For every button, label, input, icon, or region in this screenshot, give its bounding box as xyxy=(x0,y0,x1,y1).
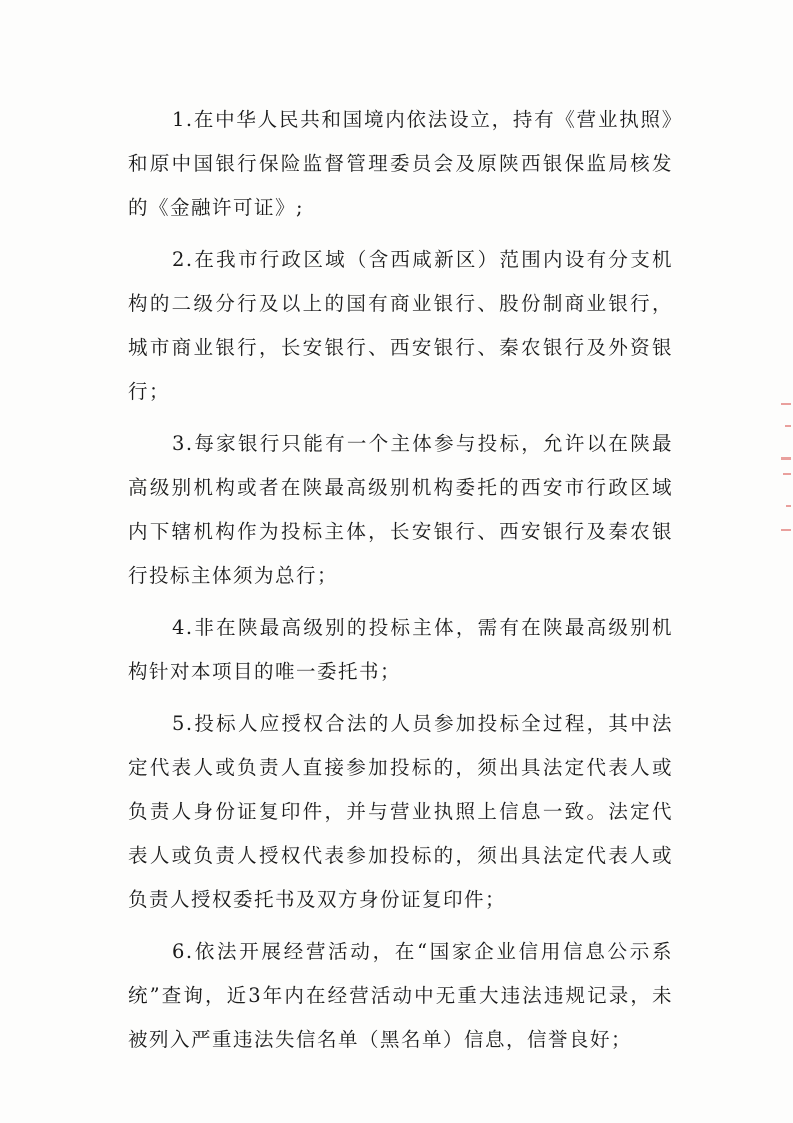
paragraph-6: 6.依法开展经营活动，在“国家企业信用信息公示系统”查询，近3年内在经营活动中无重大违法违规记录，未被列入严重违法失信名单（黑名单）信息，信誉良好； xyxy=(128,940,673,1051)
seal-mark xyxy=(785,425,791,427)
seal-mark xyxy=(781,457,791,460)
seal-mark xyxy=(781,529,791,531)
paragraph-4: 4.非在陕最高级别的投标主体，需有在陕最高级别机构针对本项目的唯一委托书； xyxy=(128,616,673,683)
paragraph-2: 2.在我市行政区域（含西咸新区）范围内设有分支机构的二级分行及以上的国有商业银行、股份制商业银行，城市商业银行，长安银行、西安银行、秦农银行及外资银行； xyxy=(128,248,673,403)
document-body xyxy=(128,98,673,1070)
seal-mark xyxy=(786,505,791,507)
paragraph-1: 1.在中华人民共和国境内依法设立，持有《营业执照》和原中国银行保险监督管理委员会及原陕西银保监局核发的《金融许可证》; xyxy=(128,108,673,219)
paragraph-3: 3.每家银行只能有一个主体参与投标，允许以在陕最高级别机构或者在陕最高级别机构委托的西安市行政区域内下辖机构作为投标主体，长安银行、西安银行及秦农银行投标主体须为总行； xyxy=(128,432,673,587)
seal-edge-fragment xyxy=(779,395,793,545)
paragraph-5: 5.投标人应授权合法的人员参加投标全过程，其中法定代表人或负责人直接参加投标的，须出具法定代表人或负责人身份证复印件，并与营业执照上信息一致。法定代表人或负责人授权代表参加投标的，须出具法定代表人或负责人授权委托书及双方身份证复印件； xyxy=(128,712,673,911)
seal-mark xyxy=(783,473,791,475)
seal-mark xyxy=(781,403,791,405)
